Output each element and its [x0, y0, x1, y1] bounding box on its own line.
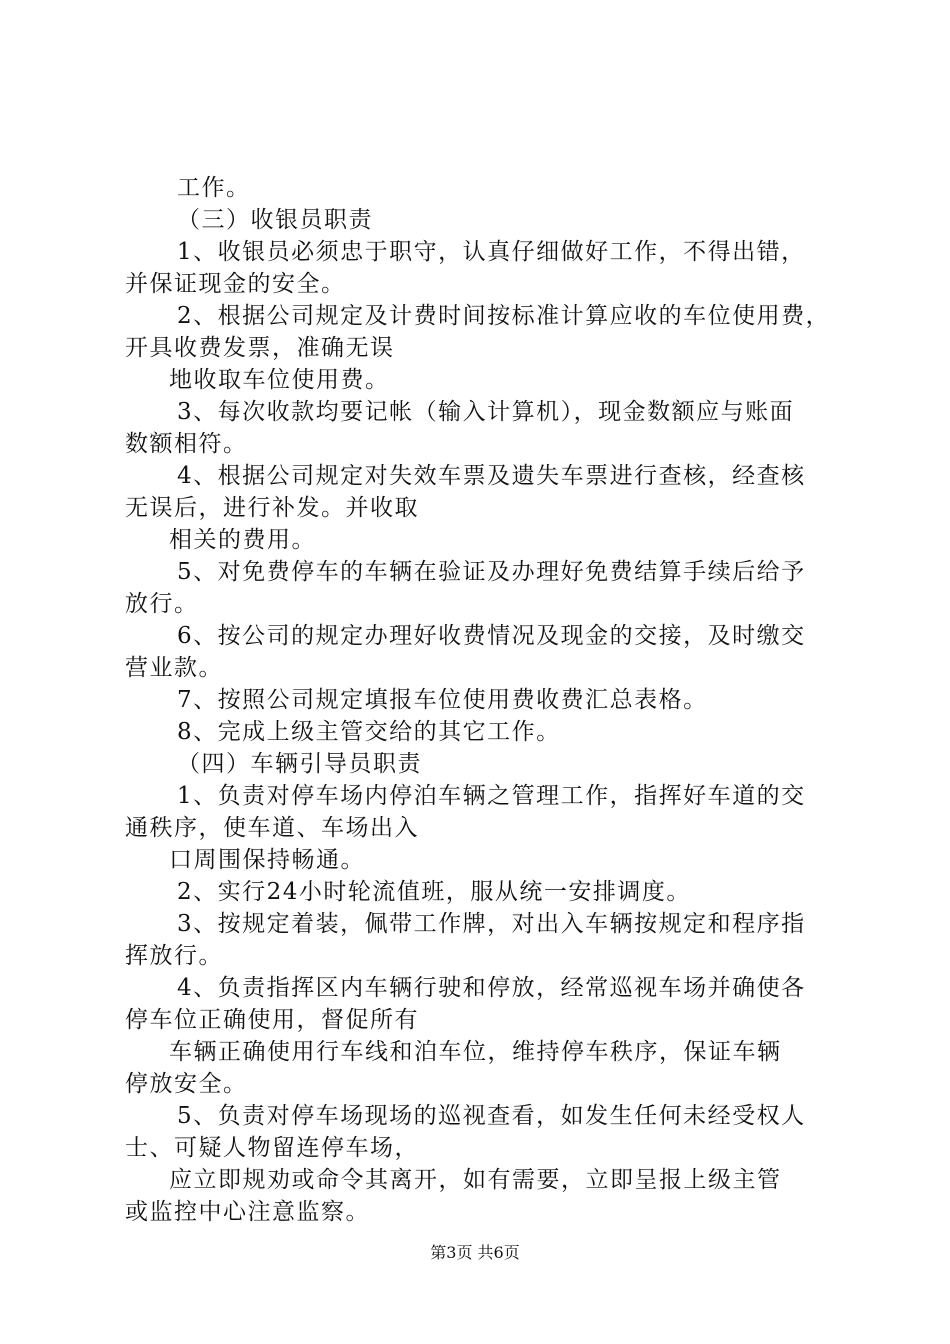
text-line: 7、按照公司规定填报车位使用费收费汇总表格。 — [177, 687, 708, 713]
section-heading-guide: （四）车辆引导员职责 — [177, 751, 422, 777]
page-number-footer: 第3页 共6页 — [430, 1243, 520, 1262]
text-line: 士、可疑人物留连停车场， — [125, 1135, 419, 1161]
section-heading-cashier: （三）收银员职责 — [177, 207, 373, 233]
text-line: 停放安全。 — [125, 1071, 248, 1097]
text-line: 车辆正确使用行车线和泊车位，维持停车秩序，保证车辆 — [169, 1039, 782, 1065]
text-line: 2、实行24小时轮流值班，服从统一安排调度。 — [177, 879, 691, 905]
text-line: 应立即规劝或命令其离开，如有需要，立即呈报上级主管 — [169, 1167, 782, 1193]
text-line: 8、完成上级主管交给的其它工作。 — [177, 719, 561, 745]
text-line: 5、对免费停车的车辆在验证及办理好免费结算手续后给予 — [177, 559, 806, 585]
text-line: 地收取车位使用费。 — [169, 367, 390, 393]
text-line: 4、负责指挥区内车辆行驶和停放，经常巡视车场并确使各 — [177, 975, 806, 1001]
text-line: 开具收费发票，准确无误 — [125, 335, 395, 361]
text-line: 工作。 — [177, 175, 251, 201]
text-line: 通秩序，使车道、车场出入 — [125, 815, 419, 841]
text-line: 口周围保持畅通。 — [169, 847, 365, 873]
text-line: 5、负责对停车场现场的巡视查看，如发生任何未经受权人 — [177, 1103, 806, 1129]
text-line: 放行。 — [125, 591, 199, 617]
text-line: 4、根据公司规定对失效车票及遗失车票进行查核，经查核 — [177, 463, 806, 489]
text-line: 并保证现金的安全。 — [125, 271, 346, 297]
text-line: 或监控中心注意监察。 — [125, 1199, 370, 1225]
text-line: 数额相符。 — [125, 431, 248, 457]
text-line: 1、负责对停车场内停泊车辆之管理工作，指挥好车道的交 — [177, 783, 806, 809]
text-line: 3、按规定着装，佩带工作牌，对出入车辆按规定和程序指 — [177, 911, 806, 937]
text-line: 挥放行。 — [125, 943, 223, 969]
text-line: 2、根据公司规定及计费时间按标准计算应收的车位使用费， — [177, 303, 831, 329]
text-line: 3、每次收款均要记帐（输入计算机），现金数额应与账面 — [177, 399, 795, 425]
text-line: 停车位正确使用，督促所有 — [125, 1007, 419, 1033]
document-body — [125, 172, 845, 1228]
text-line: 营业款。 — [125, 655, 223, 681]
text-line: 1、收银员必须忠于职守，认真仔细做好工作，不得出错， — [177, 239, 806, 265]
text-line: 6、按公司的规定办理好收费情况及现金的交接，及时缴交 — [177, 623, 806, 649]
text-line: 无误后，进行补发。并收取 — [125, 495, 419, 521]
text-line: 相关的费用。 — [169, 527, 316, 553]
